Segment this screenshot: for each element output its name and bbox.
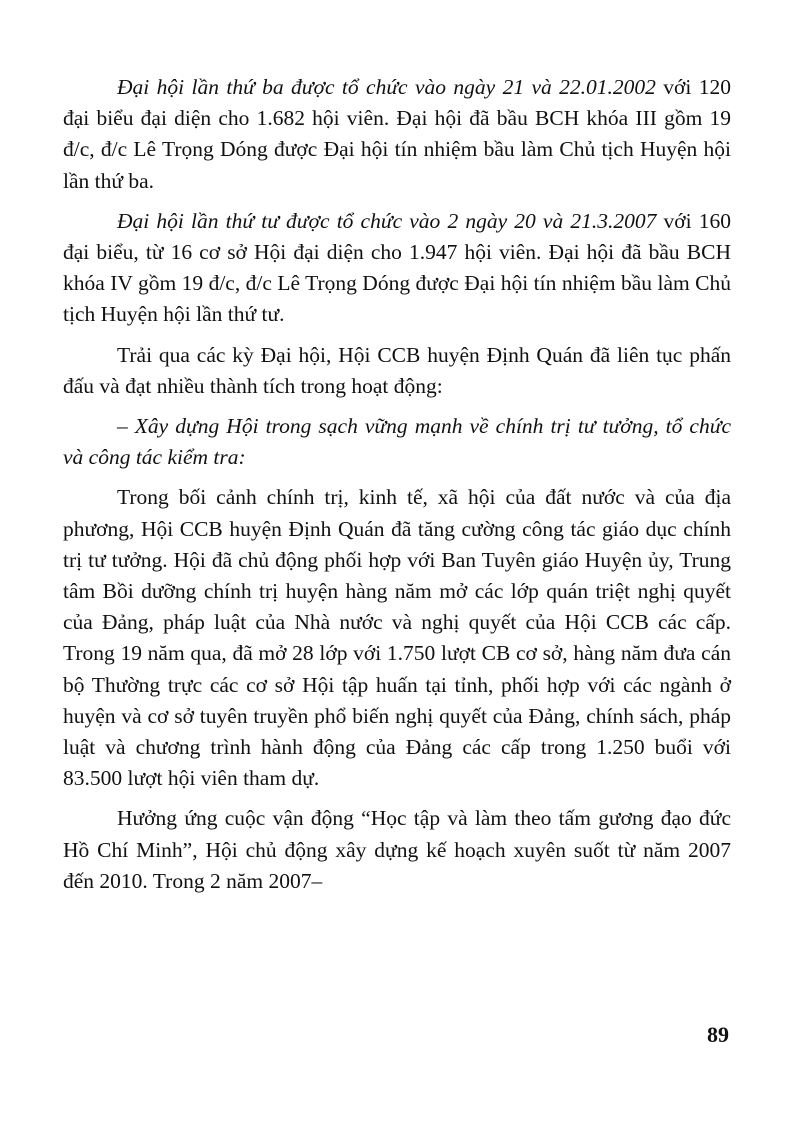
paragraph-third-congress-lead: Đại hội lần thứ ba được tổ chức vào ngày 21 và 22.01.2002 <box>117 75 656 99</box>
paragraph-fourth-congress-text: với 160 đại biểu, từ 16 cơ sở Hội đại diện cho 1.947 hội viên. Đại hội đã bầu BCH khóa IV gồm 19 đ/c, đ/c Lê Trọng Dóng được Đại hội tín nhiệm bầu làm Chủ tịch Huyện hội lần thứ tư. <box>63 208 731 327</box>
section-heading-party-building-text: – Xây dựng Hội trong sạch vững mạnh về chính trị tư tưởng, tổ chức và công tác kiểm tra: <box>63 414 731 470</box>
page-body <box>63 72 731 906</box>
paragraph-political-education: Trong bối cảnh chính trị, kinh tế, xã hội của đất nước và của địa phương, Hội CCB huyện Định Quán đã tăng cường công tác giáo dục chính trị tư tưởng. Hội đã chủ động phối hợp với Ban Tuyên giáo Huyện ủy, Trung tâm Bồi dưỡng chính trị huyện hàng năm mở các lớp quán triệt nghị quyết của Đảng, pháp luật của Nhà nước và nghị quyết của Hội CCB các cấp. Trong 19 năm qua, đã mở 28 lớp với 1.750 lượt CB cơ sở, hàng năm đưa cán bộ Thường trực các cơ sở Hội tập huấn tại tỉnh, phối hợp với các ngành ở huyện và cơ sở tuyên truyền phổ biến nghị quyết của Đảng, chính sách, pháp luật và chương trình hành động của Đảng các cấp trong 1.250 buổi với 83.500 lượt hội viên tham dự. <box>63 485 731 791</box>
page-number: 89 <box>707 1022 729 1047</box>
paragraph-fourth-congress-lead: Đại hội lần thứ tư được tổ chức vào 2 ngày 20 và 21.3.2007 <box>117 208 657 233</box>
paragraph-ho-chi-minh-campaign: Hưởng ứng cuộc vận động “Học tập và làm theo tấm gương đạo đức Hồ Chí Minh”, Hội chủ động xây dựng kế hoạch xuyên suốt từ năm 2007 đến 2010. Trong 2 năm 2007– <box>63 806 731 893</box>
paragraph-third-congress-text: với 120 đại biểu đại diện cho 1.682 hội viên. Đại hội đã bầu BCH khóa III gồm 19 đ/c, đ/c Lê Trọng Dóng được Đại hội tín nhiệm bầu làm Chủ tịch Huyện hội lần thứ ba. <box>63 75 731 193</box>
paragraph-fourth-congress <box>63 206 731 331</box>
paragraph-third-congress <box>63 72 731 197</box>
paragraph-achievements-intro: Trải qua các kỳ Đại hội, Hội CCB huyện Định Quán đã liên tục phấn đấu và đạt nhiều thành tích trong hoạt động: <box>63 342 731 398</box>
section-heading-party-building <box>63 411 731 473</box>
